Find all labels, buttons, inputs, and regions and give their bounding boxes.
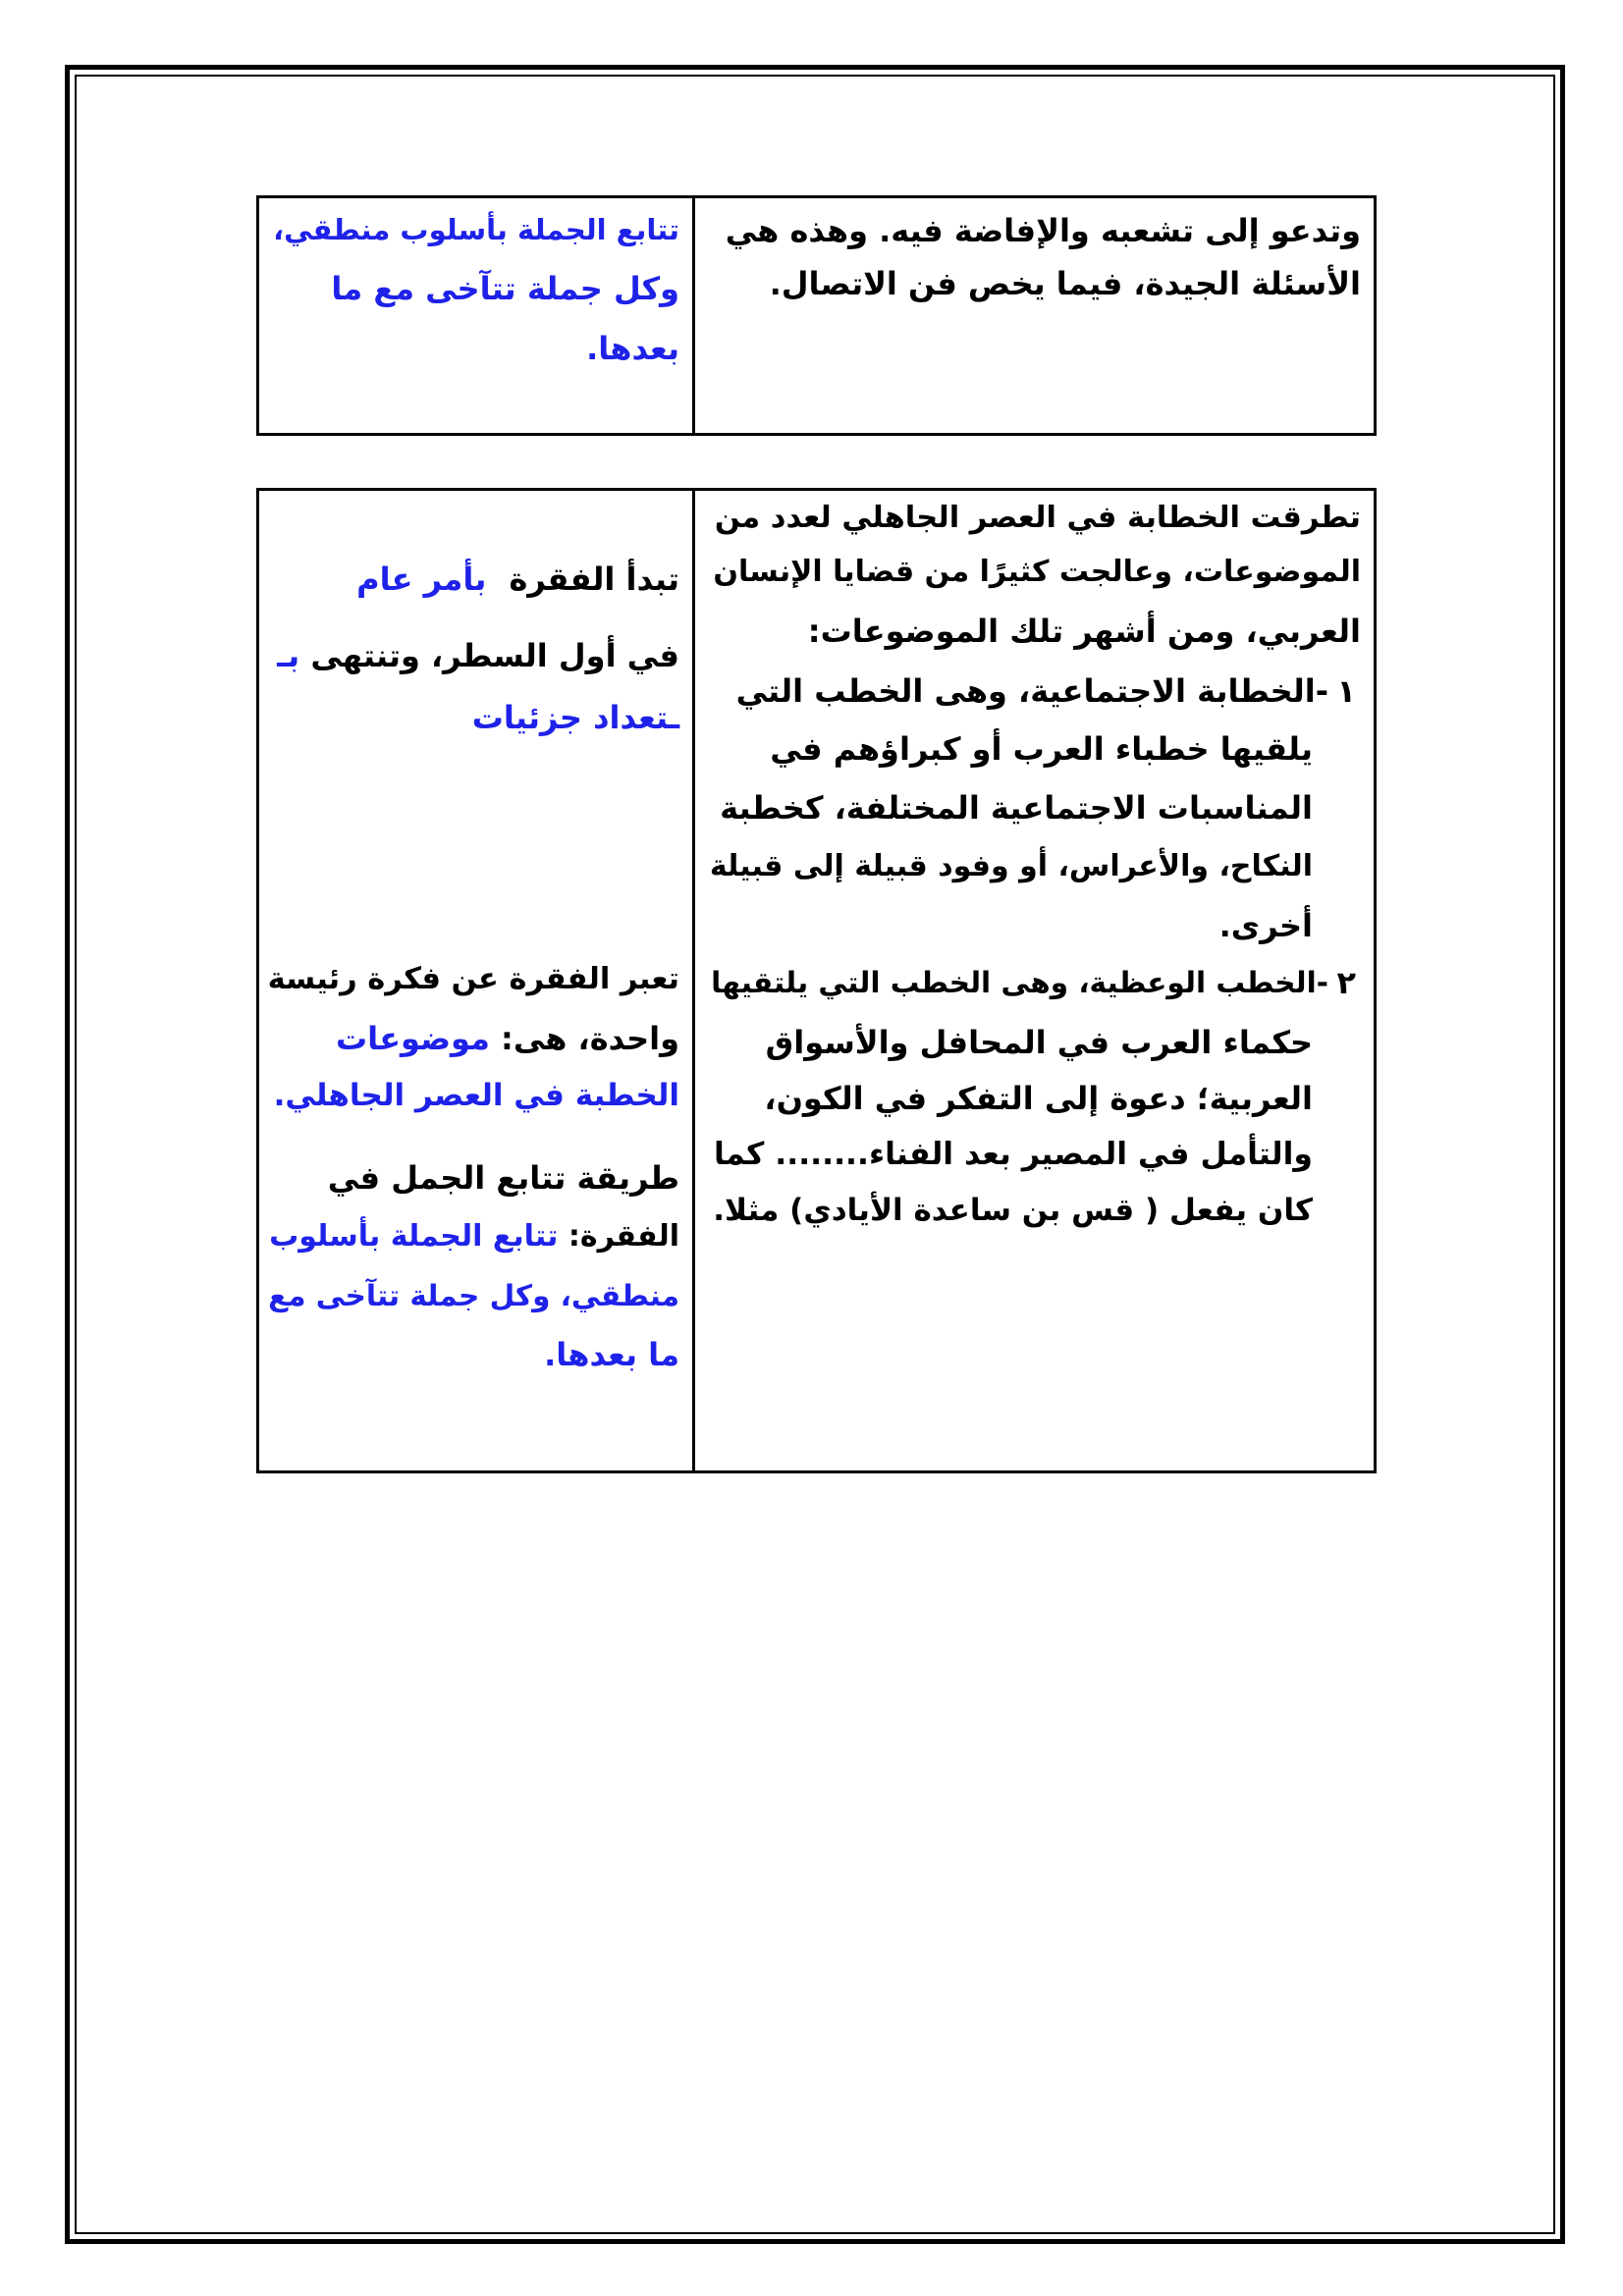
- note-line: [265, 630, 679, 681]
- text-line: وتدعو إلى تشعبه والإفاضة فيه. وهذه هي: [725, 212, 1361, 249]
- list-item-line: -الخطابة الاجتماعية، وهى الخطب التي: [735, 672, 1328, 710]
- highlighted-line: تتابع الجملة بأسلوب منطقي،: [273, 213, 679, 246]
- highlighted-text: تتابع الجملة بأسلوب: [269, 1219, 559, 1254]
- table-2: [256, 488, 1377, 1473]
- highlighted-text: موضوعات: [336, 1020, 490, 1057]
- note-line: [265, 554, 679, 605]
- note-text: واحدة، هى:: [501, 1020, 679, 1057]
- list-item-line: المناسبات الاجتماعية المختلفة، كخطبة: [720, 789, 1313, 827]
- note-line: طريقة تتابع الجمل في: [327, 1159, 679, 1197]
- intro-line: تطرقت الخطابة في العصر الجاهلي لعدد من: [714, 501, 1361, 535]
- note-line: تعبر الفقرة عن فكرة رئيسة: [267, 962, 679, 996]
- intro-line: العربي، ومن أشهر تلك الموضوعات:: [807, 613, 1361, 650]
- list-item-line: يلقيها خطباء العرب أو كبراؤهم في: [770, 730, 1313, 768]
- highlighted-text: بأمر عام: [356, 561, 487, 598]
- note-line: [265, 1013, 679, 1064]
- list-item-line: النكاح، والأعراس، أو وفود قبيلة إلى قبيلة: [709, 849, 1313, 883]
- note-line: [265, 1211, 679, 1262]
- text-line: الأسئلة الجيدة، فيما يخص فن الاتصال.: [769, 265, 1361, 302]
- table-2-text-cell: [695, 491, 1374, 1470]
- note-text: في أول السطر، وتنتهى: [310, 637, 679, 674]
- highlighted-line: ما بعدها.: [544, 1336, 679, 1373]
- list-item-line: -الخطب الوعظية، وهى الخطب التي يلتقيها: [711, 966, 1328, 999]
- list-item-line: حكماء العرب في المحافل والأسواق: [765, 1024, 1313, 1061]
- highlighted-line: ـتعداد جزئيات: [471, 699, 679, 736]
- list-item-line: العربية؛ دعوة إلى التفكر في الكون،: [764, 1080, 1313, 1117]
- table-2-note-cell: [259, 491, 692, 1470]
- highlighted-line: الخطبة في العصر الجاهلي.: [273, 1078, 679, 1113]
- list-number: ١: [1336, 672, 1356, 710]
- intro-line: الموضوعات، وعالجت كثيرًا من قضايا الإنسان: [713, 555, 1361, 589]
- note-text: الفقرة:: [568, 1219, 679, 1254]
- table-1: [256, 195, 1377, 436]
- list-number: ٢: [1336, 964, 1356, 1001]
- list-item-line: والتأمل في المصير بعد الفناء........ كما: [714, 1137, 1313, 1172]
- list-item-line: كان يفعل ( قس بن ساعدة الأيادي) مثلا.: [713, 1193, 1313, 1228]
- highlighted-line: وكل جملة تتآخى مع ما: [331, 270, 679, 307]
- list-item-line: أخرى.: [1218, 907, 1313, 944]
- highlighted-line: بعدها.: [586, 330, 679, 367]
- highlighted-text: بـ: [277, 637, 300, 674]
- table-1-note-cell: [259, 198, 692, 433]
- table-1-text-cell: [695, 198, 1374, 433]
- note-text: تبدأ الفقرة: [509, 561, 679, 598]
- highlighted-line: منطقي، وكل جملة تتآخى مع: [268, 1279, 679, 1312]
